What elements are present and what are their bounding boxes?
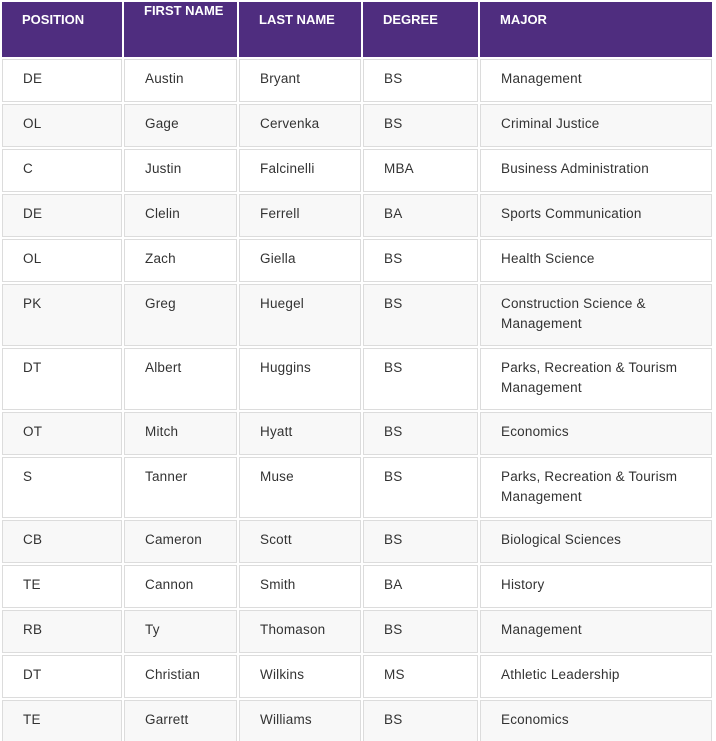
table-row <box>2 194 712 237</box>
table-row <box>2 700 712 741</box>
position-cell: RB <box>2 610 122 653</box>
degree-cell: BS <box>363 520 478 563</box>
degree-cell: BS <box>363 412 478 455</box>
first-name-cell: Cannon <box>124 565 237 608</box>
last-name-cell: Ferrell <box>239 194 361 237</box>
position-cell: OT <box>2 412 122 455</box>
last-name-cell: Huggins <box>239 348 361 410</box>
last-name-cell: Cervenka <box>239 104 361 147</box>
column-header-position: POSITION <box>2 2 122 57</box>
header-row <box>2 2 712 57</box>
first-name-cell: Greg <box>124 284 237 346</box>
degree-cell: MBA <box>363 149 478 192</box>
first-name-cell: Zach <box>124 239 237 282</box>
table-row <box>2 610 712 653</box>
last-name-cell: Scott <box>239 520 361 563</box>
table-row <box>2 59 712 102</box>
last-name-cell: Wilkins <box>239 655 361 698</box>
first-name-cell: Gage <box>124 104 237 147</box>
major-cell: Management <box>480 59 712 102</box>
degree-cell: BS <box>363 457 478 518</box>
major-cell: Economics <box>480 412 712 455</box>
major-cell: Economics <box>480 700 712 741</box>
major-cell: History <box>480 565 712 608</box>
major-cell: Health Science <box>480 239 712 282</box>
position-cell: OL <box>2 239 122 282</box>
column-header-major: MAJOR <box>480 2 712 57</box>
major-cell: Construction Science & Management <box>480 284 712 346</box>
position-cell: OL <box>2 104 122 147</box>
position-cell: CB <box>2 520 122 563</box>
first-name-cell: Ty <box>124 610 237 653</box>
first-name-cell: Albert <box>124 348 237 410</box>
degree-cell: BS <box>363 59 478 102</box>
degree-cell: BS <box>363 348 478 410</box>
major-cell: Biological Sciences <box>480 520 712 563</box>
position-cell: DE <box>2 194 122 237</box>
last-name-cell: Hyatt <box>239 412 361 455</box>
table-row <box>2 104 712 147</box>
table-row <box>2 520 712 563</box>
degree-cell: BS <box>363 239 478 282</box>
position-cell: TE <box>2 565 122 608</box>
degree-cell: BS <box>363 700 478 741</box>
degree-cell: BA <box>363 194 478 237</box>
position-cell: C <box>2 149 122 192</box>
degree-cell: MS <box>363 655 478 698</box>
table-row <box>2 565 712 608</box>
last-name-cell: Williams <box>239 700 361 741</box>
last-name-cell: Huegel <box>239 284 361 346</box>
first-name-cell: Tanner <box>124 457 237 518</box>
major-cell: Management <box>480 610 712 653</box>
major-cell: Sports Communication <box>480 194 712 237</box>
first-name-cell: Austin <box>124 59 237 102</box>
table-row <box>2 149 712 192</box>
last-name-cell: Falcinelli <box>239 149 361 192</box>
table-row <box>2 655 712 698</box>
major-cell: Criminal Justice <box>480 104 712 147</box>
last-name-cell: Thomason <box>239 610 361 653</box>
degree-cell: BS <box>363 284 478 346</box>
table-header <box>2 2 712 57</box>
position-cell: S <box>2 457 122 518</box>
first-name-cell: Mitch <box>124 412 237 455</box>
first-name-cell: Clelin <box>124 194 237 237</box>
major-cell: Parks, Recreation & Tourism Management <box>480 348 712 410</box>
first-name-cell: Garrett <box>124 700 237 741</box>
first-name-cell: Justin <box>124 149 237 192</box>
degree-cell: BS <box>363 610 478 653</box>
degree-cell: BS <box>363 104 478 147</box>
first-name-cell: Christian <box>124 655 237 698</box>
column-header-degree: DEGREE <box>363 2 478 57</box>
last-name-cell: Bryant <box>239 59 361 102</box>
table-row <box>2 412 712 455</box>
column-header-last-name: LAST NAME <box>239 2 361 57</box>
degree-cell: BA <box>363 565 478 608</box>
table-row <box>2 348 712 410</box>
table-row <box>2 239 712 282</box>
table-row <box>2 284 712 346</box>
position-cell: DT <box>2 348 122 410</box>
table-body <box>2 59 712 741</box>
last-name-cell: Giella <box>239 239 361 282</box>
position-cell: DE <box>2 59 122 102</box>
last-name-cell: Smith <box>239 565 361 608</box>
last-name-cell: Muse <box>239 457 361 518</box>
major-cell: Business Administration <box>480 149 712 192</box>
table-row <box>2 457 712 518</box>
major-cell: Parks, Recreation & Tourism Management <box>480 457 712 518</box>
major-cell: Athletic Leadership <box>480 655 712 698</box>
first-name-cell: Cameron <box>124 520 237 563</box>
column-header-first-name: FIRST NAME <box>124 2 237 57</box>
position-cell: PK <box>2 284 122 346</box>
position-cell: DT <box>2 655 122 698</box>
position-cell: TE <box>2 700 122 741</box>
